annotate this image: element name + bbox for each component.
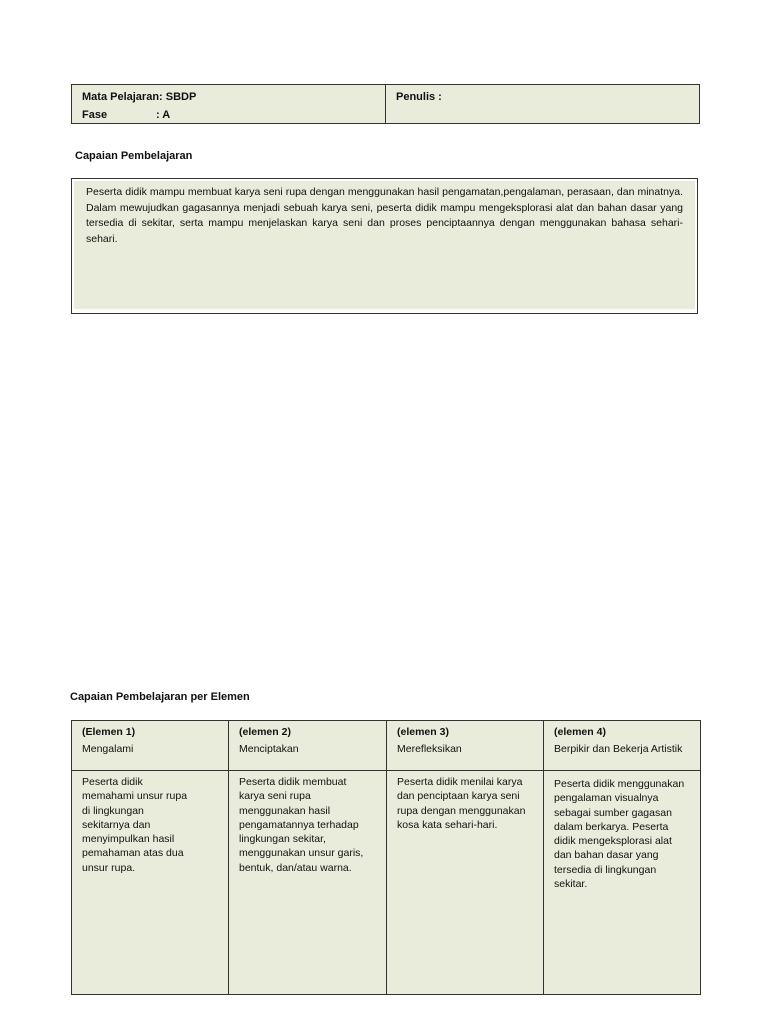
element-1-name: Mengalami [82,743,134,756]
author-cell: Penulis : [396,91,442,103]
phase-label: Fase [82,109,108,121]
element-2-label: (elemen 2) [239,726,291,738]
header-info-box [71,84,700,124]
cp-box [71,178,698,314]
element-4-header [544,721,701,771]
element-3-desc: Peserta didik menilai karya dan penciptaan karya seni rupa dengan menggunakan kosa kata sehari-hari. [387,771,544,995]
element-3-label: (elemen 3) [397,726,449,738]
cp-title: Capaian Pembelajaran [75,150,193,162]
element-4-name: Berpikir dan Bekerja Artistik [554,743,683,756]
element-1-header [72,721,229,771]
element-1-label: (Elemen 1) [82,726,136,738]
elements-desc-row [72,771,701,995]
phase-line [82,108,385,126]
element-1-desc: Peserta didik memahami unsur rupa di lingkungan sekitarnya dan menyimpulkan hasil pemahaman atas dua unsur rupa. [72,771,229,995]
element-2-name: Menciptakan [239,743,299,756]
header-left-cell [72,85,386,123]
element-3-name: Merefleksikan [397,743,462,756]
subject-line: Mata Pelajaran: SBDP [82,91,197,103]
cp-text: Peserta didik mampu membuat karya seni rupa dengan menggunakan hasil pengamatan,pengalaman, perasaan, dan minatnya. Dalam mewujudkan gagasannya menjadi sebuah karya seni, peserta didik mampu mengeksplorasi alat dan bahan dasar yang tersedia di sekitar, serta mampu menjelaskan karya seni dan proses penciptaannya dengan menggunakan bahasa sehari-sehari. [74,181,695,309]
element-2-header [229,721,387,771]
phase-value: : A [156,109,171,121]
elements-table [71,720,701,995]
element-2-desc: Peserta didik membuat karya seni rupa menggunakan hasil pengamatannya terhadap lingkungan sekitar, menggunakan unsur garis, bentuk, dan/atau warna. [229,771,387,995]
elements-header-row [72,721,701,771]
element-3-header [387,721,544,771]
elements-title: Capaian Pembelajaran per Elemen [70,691,250,703]
element-4-label: (elemen 4) [554,726,606,738]
element-4-desc: Peserta didik menggunakan pengalaman visualnya sebagai sumber gagasan dalam berkarya. Peserta didik mengeksplorasi alat dan bahan dasar yang tersedia di lingkungan sekitar. [544,771,701,995]
